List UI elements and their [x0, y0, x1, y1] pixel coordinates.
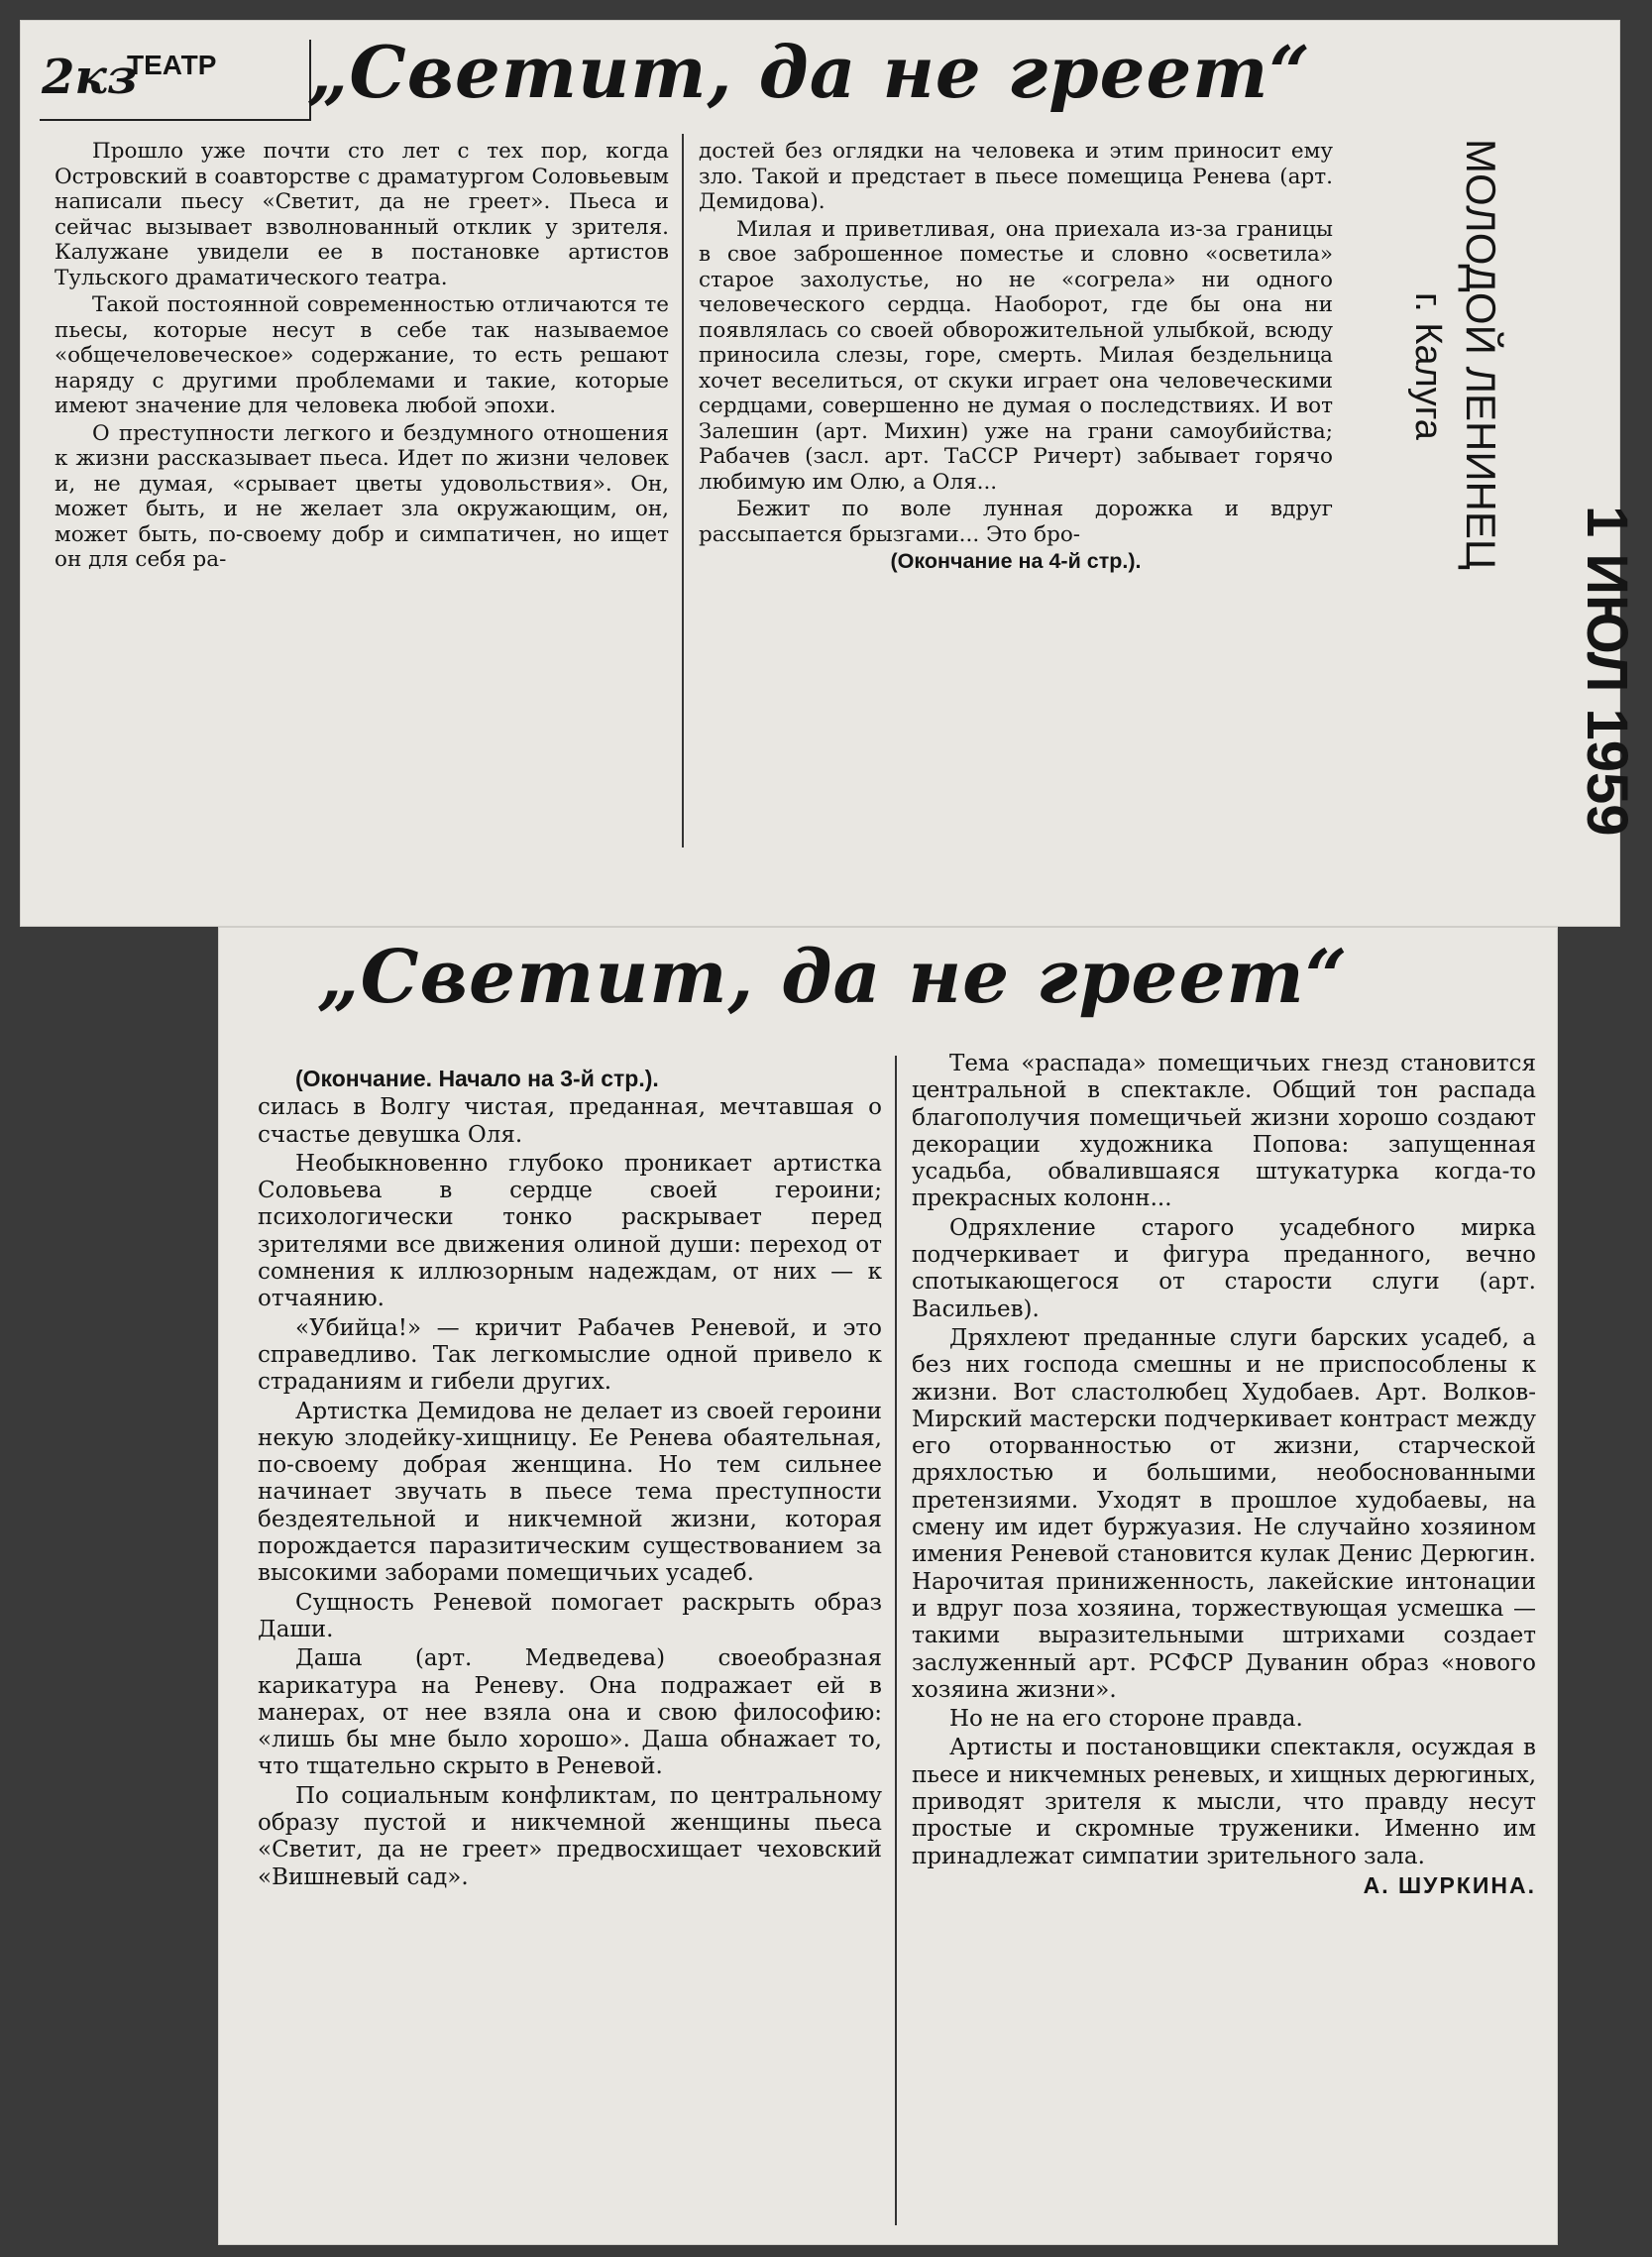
article-headline-top: „Светит, да не греет“	[307, 30, 1311, 114]
paragraph: Сущность Реневой помогает раскрыть образ Даши.	[258, 1589, 882, 1642]
paragraph: Но не на его стороне правда.	[949, 1706, 1303, 1733]
paragraph: По социальным конфликтам, по центральному образу пустой и никчемной женщины пьеса «Светит, да не греет» предвосхищает чеховский «Вишневый сад».	[258, 1782, 882, 1890]
top-heading-row	[20, 20, 1620, 124]
paragraph: Дряхлеют преданные слуги барских усадеб, а без них господа смешны и не приспособлены к жизни. Вот сластолюбец Худобаев. Арт. Волков-Мирский мастерски подчеркивает контраст между его оторванностью от жизни, старческой дряхлостью и большими, необоснованными претензиями. Уходят в прошлое худобаевы, на смену им идет буржуазия. Не случайно хозяином имения Реневой становится кулак Денис Дерюгин. Нарочитая приниженность, лакейские интонации и вдруг поза хозяина, торжествующая усмешка — такими выразительными штрихами создает заслуженный арт. РСФСР Дуванин образ «нового хозяина жизни».	[912, 1324, 1536, 1703]
top-column-1	[55, 139, 669, 575]
column-divider	[682, 134, 684, 847]
paragraph: достей без оглядки на человека и этим приносит ему зло. Такой и предстает в пьесе помещица Ренева (арт. Демидова).	[699, 139, 1333, 214]
continuation-note: (Окончание на 4-й стр.).	[890, 549, 1142, 573]
paragraph: О преступности легкого и бездумного отношения к жизни рассказывает пьеса. Идет по жизни человек и, не думая, «срывает цветы удовольствия». Он, может быть, и не желает зла окружающим, он, может быть, по-своему добр и симпатичен, но ищет он для себя ра-	[55, 420, 669, 572]
author-signature: А. ШУРКИНА.	[1363, 1871, 1536, 1898]
paragraph: Даша (арт. Медведева) своеобразная карикатура на Реневу. Она подражает ей в манерах, от нее взяла она и свою философию: «лишь бы мне было хорошо». Даша обнажает то, что тщательно скрыто в Реневой.	[258, 1645, 882, 1780]
paragraph: Артистка Демидова не делает из своей героини некую злодейку-хищницу. Ее Ренева обаятельная, по-своему добрая женщина. Но тем сильнее начинает звучать в пьесе тема преступности бездеятельной и никчемной жизни, которая порождается паразитическим существованием за высокими заборами помещичьих усадеб.	[258, 1398, 882, 1587]
column-divider	[895, 1056, 897, 2225]
paragraph: Милая и приветливая, она приехала из-за границы в свое заброшенное поместье и словно «осветила» старое захолустье, но не «согрела» ни одного человеческого сердца. Наоборот, где бы она ни появлялась со своей обворожительной улыбкой, всюду приносила слезы, горе, смерть. Милая бездельница хочет веселиться, от скуки играет она человеческими сердцами, совершенно не думая о последствиях. И вот Залешин (арт. Михин) уже на грани самоубийства; Рабачев (засл. арт. ТаССР Ричерт) забывает горячо любимую им Олю, а Оля...	[699, 216, 1333, 495]
bottom-column-1	[258, 1066, 882, 1893]
paragraph: Такой постоянной современностью отличаются те пьесы, которые несут в себе так называемое «общечеловеческое» содержание, то есть решают наряду с другими проблемами и такие, которые имеют значение для человека любой эпохи.	[55, 292, 669, 418]
paragraph: «Убийца!» — кричит Рабачев Реневой, и это справедливо. Так легкомыслие одной привело к страданиям и гибели других.	[258, 1314, 882, 1396]
paragraph: Бежит по воле лунная дорожка и вдруг рассыпается брызгами... Это бро-	[699, 497, 1333, 547]
paragraph: Одряхление старого усадебного мирка подчеркивает и фигура преданного, вечно спотыкающегося от старости слуги (арт. Васильев).	[912, 1214, 1536, 1322]
bottom-clipping	[218, 927, 1558, 2245]
city-label: г. Калуга	[1407, 292, 1449, 440]
newspaper-name: МОЛОДОЙ ЛЕНИНЕЦ	[1458, 139, 1504, 570]
top-clipping	[20, 20, 1620, 927]
paragraph: Необыкновенно глубоко проникает артистка Соловьева в сердце своей героини; психологически тонко раскрывает перед зрителями все движения олиной души: переход от сомнения к иллюзорным надеждам, от них — к отчаянию.	[258, 1150, 882, 1312]
paragraph: Прошло уже почти сто лет с тех пор, когда Островский в соавторстве с драматургом Соловьевым написали пьесу «Светит, да не греет». Пьеса и сейчас вызывает взволнованный отклик у зрителя. Калужане увидели ее в постановке артистов Тульского драматического театра.	[55, 139, 669, 290]
article-headline-bottom: „Светит, да не греет“	[317, 935, 1349, 1020]
bottom-column-2	[912, 1051, 1536, 1901]
continuation-header: (Окончание. Начало на 3-й стр.).	[295, 1066, 659, 1091]
top-column-2	[699, 139, 1333, 577]
rubric-label: ТЕАТР	[127, 50, 217, 80]
paragraph: силась в Волгу чистая, преданная, мечтавшая о счастье девушка Оля.	[258, 1094, 882, 1148]
paragraph: Тема «распада» помещичьих гнезд становится центральной в спектакле. Общий тон распада благополучия помещичьей жизни хорошо создают декорации художника Попова: запущенная усадьба, обвалившаяся штукатурка когда-то прекрасных колонн...	[912, 1051, 1536, 1212]
handwritten-mark: 2кз	[42, 50, 138, 105]
paragraph: Артисты и постановщики спектакля, осуждая в пьесе и никчемных реневых, и хищных дерюгиных, приводят зрителя к мысли, что правду несут простые и скромные труженики. Именно им принадлежат симпатии зрительного зала.	[912, 1735, 1536, 1869]
date-stamp: 1 ИЮЛ 1959	[1575, 506, 1639, 837]
